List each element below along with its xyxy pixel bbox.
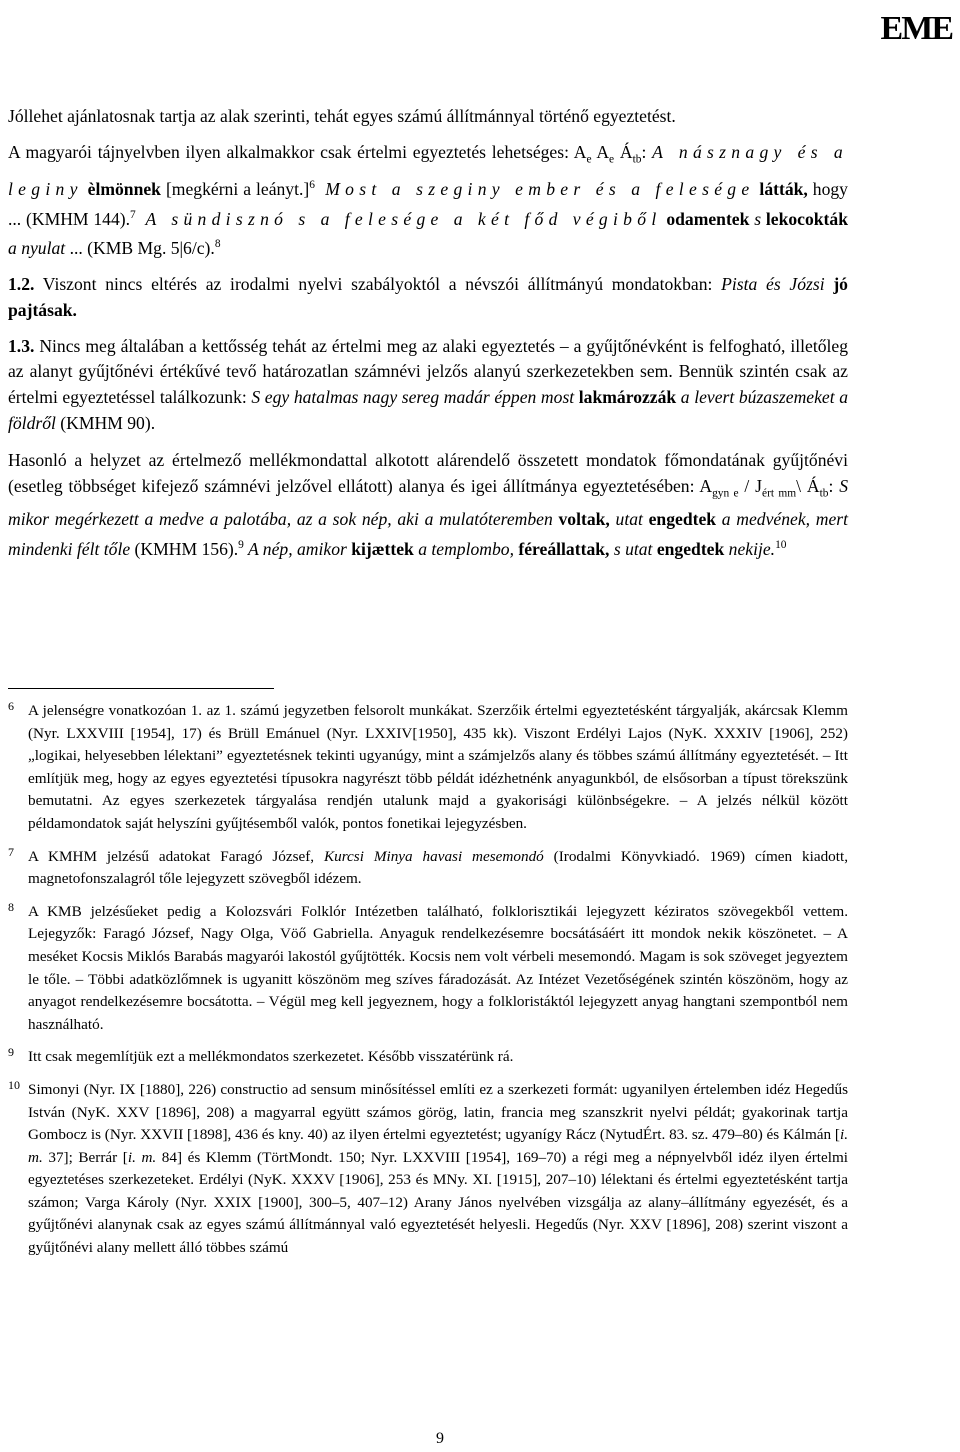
paragraph-5: Hasonló a helyzet az értelmező mellékmondattal alkotott alárendelő összetett mondatok főmondatának gyűjtőnévi (esetleg többséget kifejező számnévi jelzővel ellátott) alanya és igei állítmánya egyeztetésében: $A_{gyn e}$ / $J_{ért mm}\backslash$ $Á_{tb}$: S mikor megérkezett a medve a palotába, az a sok nép, aki a mulatóteremben voltak, utat engedtek a medvének, mert mindenki félt tőle (KMHM 156).$^9$ A nép, amikor kijættek a templombo, féreállattak, s utat engedtek nekije.$^{10}$ [8, 449, 849, 559]
brand-logo: EME [880, 10, 952, 47]
page-number: 9 [436, 1430, 444, 1447]
paragraph-1-2: 1.2. Viszont nincs eltérés az irodalmi nyelvi szabályoktól a névszói állítmányú mondatokban: Pista és Józsi jó pajtásak. [8, 274, 848, 320]
section-number: 1.3. [8, 335, 35, 356]
footnotes [8, 700, 848, 1270]
footnote-number: 7 [8, 844, 14, 859]
footnote-number: 6 [8, 699, 14, 713]
footnote-ref-9: 9 [238, 538, 244, 551]
footnote-text: A jelenségre vonatkozóan 1. az 1. számú jegyzetben felsorolt munkákat. Szerzőik értelmi egyeztetésként tárgyalják, akárcsak Klemm (Nyr. LXXVIII [1954], 17) és Brüll Emánuel (Nyr. LXXIV[1950], 435 kk). Viszont Erdélyi Lajos (NyK. XXXIV [1906], 252) „logikai, helyesebben lélektani” egyeztetésnek tekinti ugyanúgy, mint a számjelzős alany és többes számú állítmány egyeztetését. – Itt említjük meg, hogy az egyes egyeztetési típusokra nagyrészt több példát idézhetnénk anyagunkból, de elsősorban a típust törekszünk bemutatni. Az egyes szerkezetek tárgyalása rendjén utalunk majd a gyakorisági különbségekre. – A jelzés nélkül között példamondatok saját helyszíni gyűjtésemből valók, pontos fonetikai lejegyzésben. [28, 702, 848, 832]
footnote-10: 10 Simonyi (Nyr. IX [1880], 226) constructio ad sensum minősítéssel említi ez a szerkezeti formát: ugyanilyen értelemben idéz Hegedűs István (NyK. XXV [1896], 208) a magyarral együtt számos görög, latin, francia meg szanszkrit nyelvi példát; gyakorinak tartja Gombocz is (Nyr. XXVII [1898], 436 és kny. 40) az ilyen értelmi egyeztetést; ugyanígy Rácz (NytudÉrt. 83. sz. 479–80) és Kálmán [i. m. 37]; Berrár [i. m. 84] és Klemm (TörtMondt. 150; Nyr. LXXVIII [1954], 169–70) a régi meg a népnyelvből idéz ilyen értelmi egyeztetéses szerkezeteket. Erdélyi (NyK. XXXV [1906], 253 és MNy. XI. [1915], 207–10) lélektani és értelmi egyeztetésként tartja számon; Varga Károly (Nyr. XXIX [1900], 300–5, 407–12) Arany János nyelvében vizsgálja az alany–állítmány egyezését, és a gyűjtőnévi alanynak csak az egyes számú állítmánnyal való egyeztetését helyesli. Hegedűs (Nyr. XXV [1896], 208) szerint viszont a gyűjtőnévi alany mellett álló többes számú [8, 1079, 848, 1260]
example-3: A sündisznó s a felesége a két főd végiből [135, 208, 662, 229]
footnote-ref-7: 7 [130, 208, 136, 221]
footnote-ref-6: 6 [309, 179, 315, 192]
footnote-number: 8 [8, 899, 14, 914]
footnote-divider [8, 688, 274, 689]
footnote-6 [8, 700, 848, 836]
footnote-text: Itt csak megemlítjük ezt a mellékmondatos szerkezetet. Később visszatérünk rá. [28, 1048, 514, 1066]
example-2: Most a szeginy ember és a felesége [314, 178, 755, 199]
footnote-number: 9 [8, 1045, 14, 1060]
main-text [8, 104, 848, 562]
footnote-9 [8, 1046, 848, 1069]
paragraph-1: Jóllehet ajánlatosnak tartja az alak szerinti, tehát egyes számú állítmánnyal történő egyeztetést. [8, 106, 676, 126]
example-1: A násznagy és a leginy [8, 141, 848, 199]
footnote-number: 10 [8, 1077, 20, 1092]
paragraph-2: A magyarói tájnyelvben ilyen alkalmakkor csak értelmi egyeztetés lehetséges: $A_e$ $A_e$ $Á_{tb}$: A násznagy és a leginy èlmönnek [megkérni a leányt.]$^6$ Most a szeginy ember és a felesége látták, hogy ... (KMHM 144).$^7$ A sündisznó s a felesége a két főd végiből odamentek s lekocokták a nyulat ... (KMB Mg. 5|6/c).$^8$ [8, 141, 849, 259]
footnote-7: 7 A KMHM jelzésű adatokat Faragó József, Kurcsi Minya havasi mesemondó (Irodalmi Könyvkiadó. 1969) címen kiadott, magnetofonszalagról tőle lejegyzett szövegből idézem. [8, 846, 848, 891]
paragraph-1-3: 1.3. Nincs meg általában a kettősség tehát az értelmi meg az alaki egyeztetés – a gyűjtőnévként is felfogható, illetőleg az alanyt gyűjtőnévi értékűvé tevő határozatlan számnévi jelzős alanyú szerkezetekben sem. Bennük szintén csak az értelmi egyeztetéssel találkozunk: S egy hatalmas nagy sereg madár éppen most lakmározzák a levert búzaszemeket a földről (KMHM 90). [8, 335, 849, 434]
footnote-ref-10: 10 [775, 538, 787, 551]
footnote-ref-8: 8 [214, 238, 221, 251]
footnote-8 [8, 901, 848, 1037]
section-number: 1.2. [8, 274, 35, 295]
footnote-text: A KMB jelzésűeket pedig a Kolozsvári Folklór Intézetben található, folklorisztikái lejegyzett kéziratos szövegekből vettem. Lejegyzők: Faragó József, Nagy Olga, Vöő Gabriella. Anyaguk rendelkezésemre bocsátásáért itt mondok nekik köszönetet. – A meséket Kocsis Miklós Barabás magyarói lakostól gyűjtötték. Kocsis nem volt vérbeli mesemondó. Magam is sok szöveget jegyeztem le tőle. – Többi adatközlőmnek is ugyanitt köszönöm meg szíves fáradozását. Az Intézet Vezetőségének szintén köszönöm, hogy az anyagot rendelkezésemre bocsátotta. – Végül meg kell jegyeznem, hogy a folkloristáktól lejegyzett anyag hangtani szempontból nem használható. [28, 902, 848, 1033]
